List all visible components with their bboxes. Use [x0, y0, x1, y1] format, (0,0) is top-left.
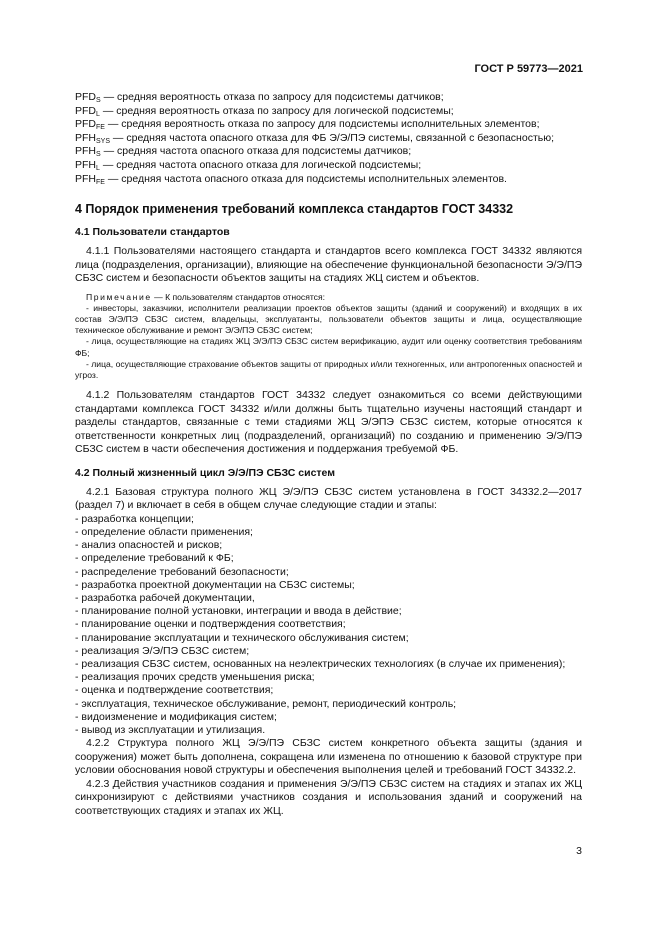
list-item: - определение области применения;: [75, 525, 253, 538]
symbol-base: PFD: [75, 104, 96, 117]
symbol-base: PFH: [75, 131, 96, 144]
list-item: - планирование эксплуатации и технического обслуживания систем;: [75, 631, 409, 644]
symbol-description: — средняя частота опасного отказа для подсистемы датчиков;: [100, 145, 412, 158]
list-item: - анализ опасностей и рисков;: [75, 539, 223, 552]
list-item: - распределение требований безопасности;: [75, 565, 289, 578]
symbol-definition: [75, 145, 582, 159]
symbol-description: — средняя частота опасного отказа для ФБ Э/Э/ПЭ системы, связанной с безопасностью;: [110, 131, 555, 144]
paragraph-4-1-1: 4.1.1 Пользователями настоящего стандарта и стандартов всего комплекса ГОСТ 34332 являются лица (подразделения, организации), влияющие на обеспечение функциональной безопасности Э/Э/ПЭ СБЗС систем и безопасности объектов защиты на стадиях ЖЦ систем и объектов.: [75, 245, 582, 285]
list-item: - определение требований к ФБ;: [75, 552, 234, 565]
section-4-2-title: 4.2 Полный жизненный цикл Э/Э/ПЭ СБЗС систем: [75, 466, 336, 479]
section-4-title: 4 Порядок применения требований комплекса стандартов ГОСТ 34332: [75, 202, 514, 217]
paragraph-4-2-1: 4.2.1 Базовая структура полного ЖЦ Э/Э/ПЭ СБЗС систем установлена в ГОСТ 34332.2—2017 (раздел 7) и включает в себя в общем случае следующие стадии и этапы:: [75, 485, 582, 512]
list-item: - реализация Э/Э/ПЭ СБЗС систем;: [75, 644, 250, 657]
list-item: - эксплуатация, техническое обслуживание, ремонт, периодический контроль;: [75, 697, 457, 710]
symbol-base: PFH: [75, 158, 96, 171]
symbol-definition: [75, 173, 582, 187]
symbol-subscript: L: [96, 164, 100, 172]
section-4-1-title: 4.1 Пользователи стандартов: [75, 226, 230, 239]
symbol-subscript: SYS: [96, 137, 111, 145]
paragraph-4-1-2: 4.1.2 Пользователям стандартов ГОСТ 34332 следует ознакомиться со всеми действующими стандартами комплекса ГОСТ 34332 и/или должны быть тщательно изучены настоящий стандарт и разделы стандартов, связанные с теми стадиями ЖЦ Э/ЭПЭ СБЗС систем, которые относятся к ответственности конкретных лиц (подразделений, организаций) по созданию и применению Э/Э/ПЭ СБЗС систем в части обеспечения достижения и поддержания требуемой ФБ.: [75, 389, 582, 456]
list-item: - разработка проектной документации на СБЗС системы;: [75, 578, 355, 591]
symbol-base: PFH: [75, 172, 96, 185]
symbols-list: [75, 91, 582, 186]
list-item: - оценка и подтверждение соответствия;: [75, 684, 274, 697]
list-item: - реализация СБЗС систем, основанных на неэлектрических технологиях (в случае их применения);: [75, 658, 566, 671]
list-item: - видоизменение и модификация систем;: [75, 710, 277, 723]
paragraph-4-2-2: 4.2.2 Структура полного ЖЦ Э/Э/ПЭ СБЗС систем конкретного объекта защиты (здания и сооружения) может быть дополнена, сокращена или изменена по отношению к базовой структуре при условии обоснования новой структуры и обеспечения выполнения целей и требований ГОСТ 34332.2.: [75, 737, 582, 777]
note-item: - лица, осуществляющие на стадиях ЖЦ Э/Э/ПЭ СБЗС систем верификацию, аудит или оценку соответствия требованиям ФБ;: [75, 336, 582, 358]
list-item: - разработка концепции;: [75, 512, 194, 525]
symbol-subscript: FE: [96, 178, 105, 186]
symbol-base: PFH: [75, 145, 96, 158]
list-item: - реализация прочих средств уменьшения риска;: [75, 671, 315, 684]
paragraph-4-2-3: 4.2.3 Действия участников создания и применения Э/Э/ПЭ СБЗС систем на стадиях и этапах их ЖЦ синхронизируют с действиями участников создания и использования зданий и сооружений на соответствующих стадиях и этапах их ЖЦ.: [75, 777, 582, 817]
note-item: - инвесторы, заказчики, исполнители реализации проектов объектов защиты (зданий и сооружений) и входящих в их состав Э/Э/ПЭ СБЗС систем, владельцы, эксплуатанты, пользователи объектов защиты и лица, осуществляющие техническое обслуживание и ремонт Э/Э/ПЭ СБЗС систем;: [75, 302, 582, 336]
symbol-base: PFD: [75, 118, 96, 131]
list-item: - разработка рабочей документации,: [75, 592, 255, 604]
standard-header: ГОСТ Р 59773—2021: [474, 63, 583, 75]
lifecycle-stages-list: [75, 513, 582, 737]
symbol-subscript: FE: [96, 124, 105, 132]
symbol-subscript: S: [96, 97, 101, 104]
symbol-description: — средняя вероятность отказа по запросу для подсистемы датчиков;: [100, 91, 444, 103]
symbol-description: — средняя частота опасного отказа для логической подсистемы;: [99, 158, 422, 171]
note-block: [75, 292, 582, 382]
list-item: - планирование оценки и подтверждения соответствия;: [75, 618, 346, 631]
symbol-subscript: S: [96, 151, 101, 159]
symbol-definition: [75, 91, 582, 105]
list-item: - вывод из эксплуатации и утилизация.: [75, 724, 266, 737]
symbol-definition: [75, 118, 582, 132]
document-body: [75, 91, 582, 818]
symbol-subscript: L: [96, 110, 100, 118]
list-item: - планирование полной установки, интеграции и ввода в действие;: [75, 605, 402, 618]
note-label: Примечание: [86, 291, 152, 302]
symbol-definition: [75, 105, 582, 119]
symbol-description: — средняя вероятность отказа по запросу для логической подсистемы;: [99, 104, 454, 117]
note-item: - лица, осуществляющие страхование объектов защиты от природных и/или техногенных, или антропогенных опасностей и угроз.: [75, 358, 582, 381]
symbol-description: — средняя вероятность отказа по запросу для подсистемы исполнительных элементов;: [104, 118, 540, 131]
symbol-definition: [75, 132, 582, 146]
symbol-base: PFD: [75, 91, 96, 103]
note-intro: — К пользователям стандартов относятся:: [151, 291, 326, 302]
page-number: 3: [576, 845, 582, 857]
symbol-description: — средняя частота опасного отказа для подсистемы исполнительных элементов.: [104, 172, 507, 185]
symbol-definition: [75, 159, 582, 173]
